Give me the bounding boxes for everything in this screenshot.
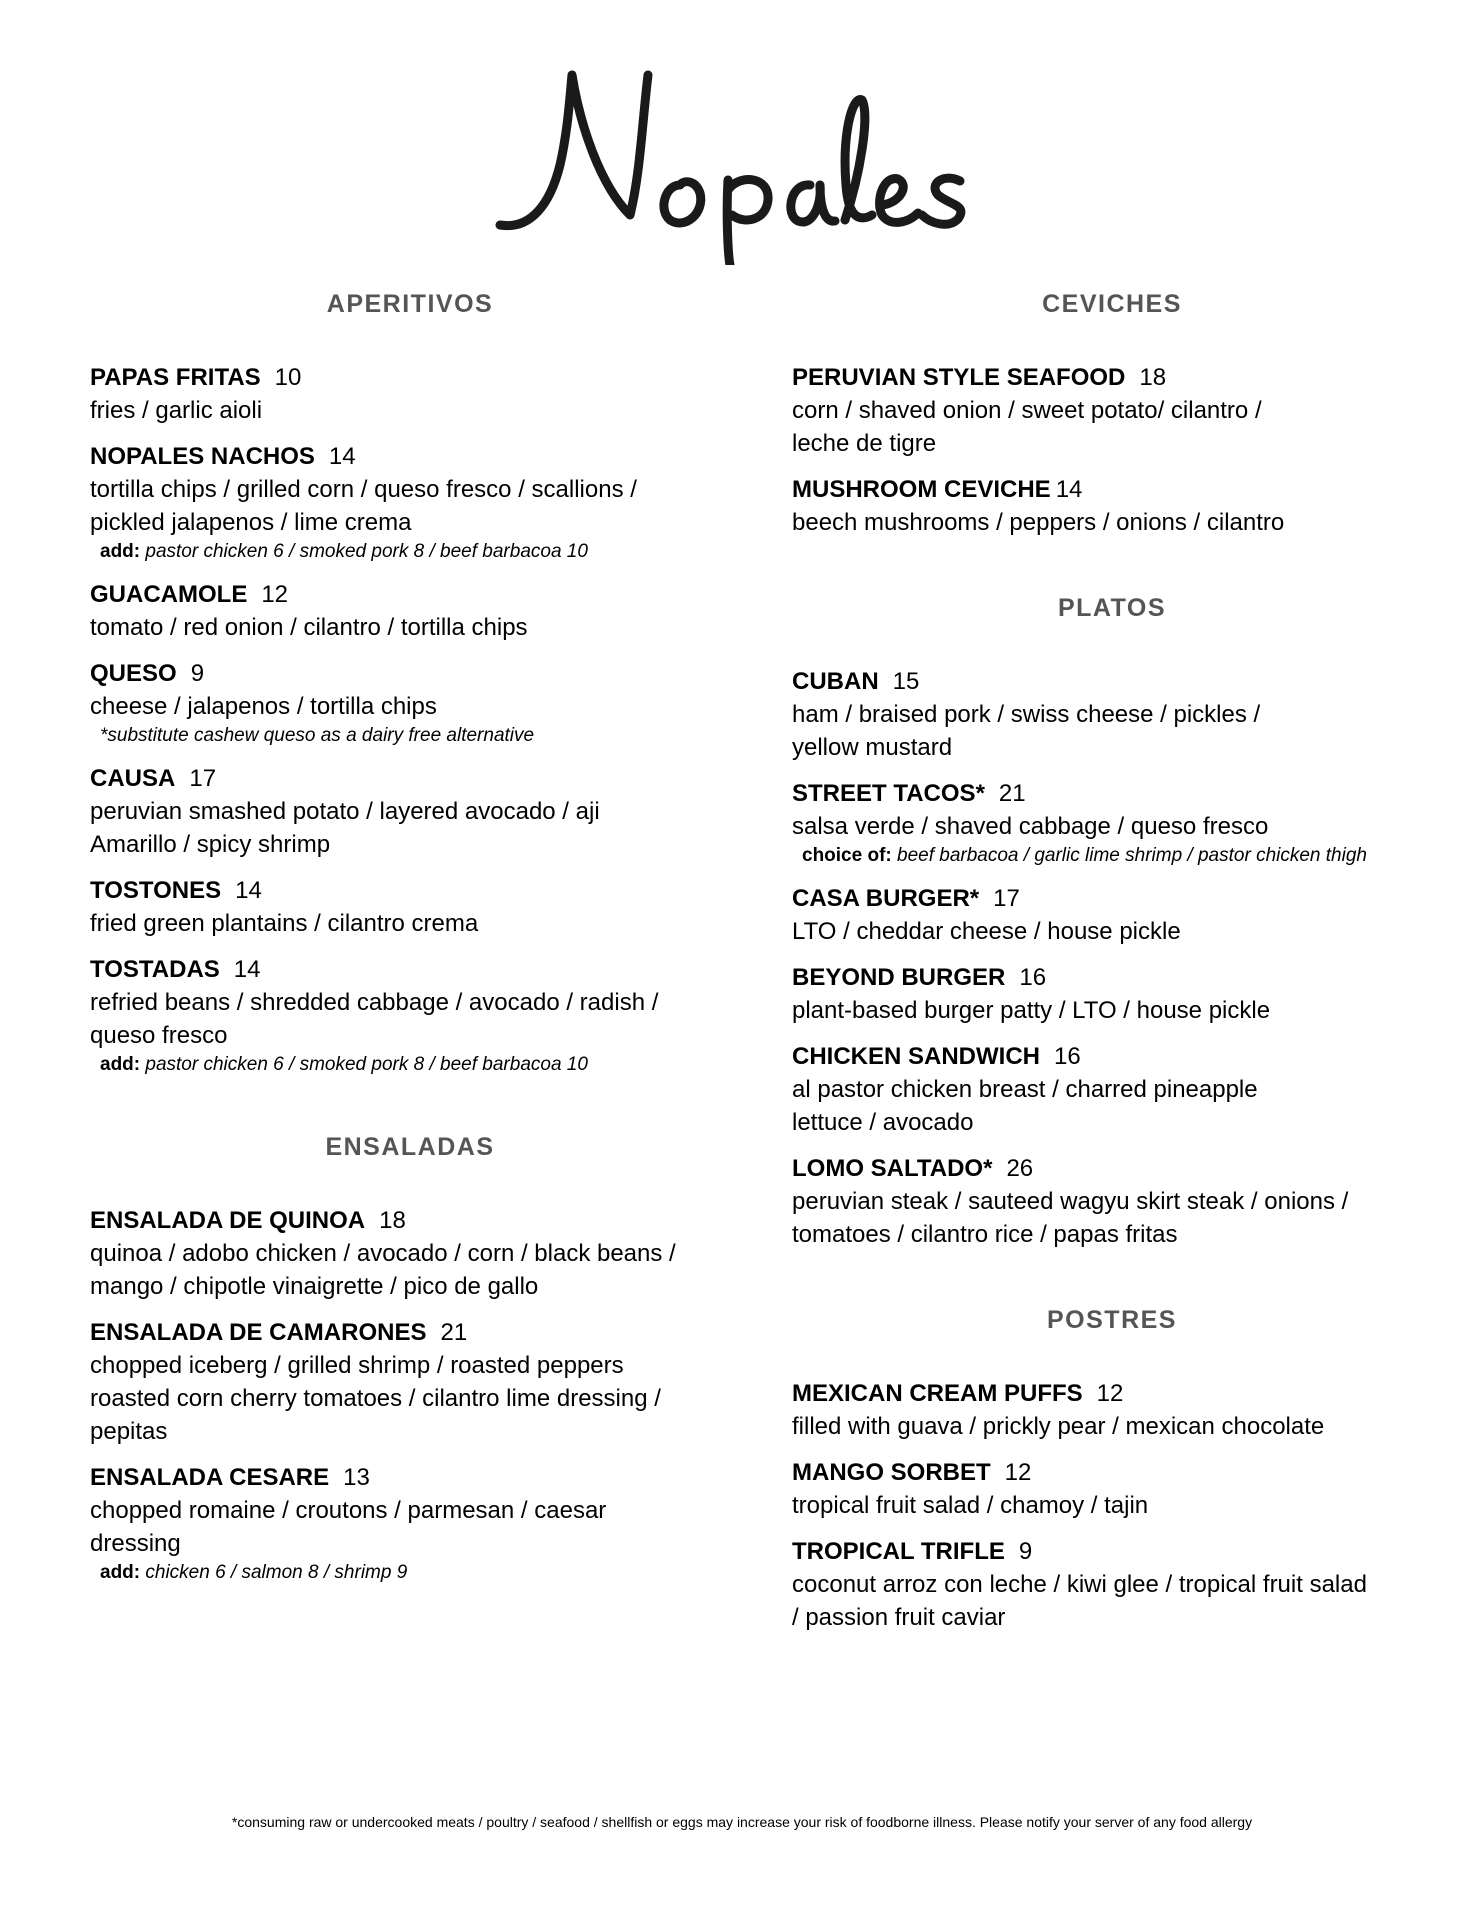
item-name: STREET TACOS* — [792, 780, 985, 807]
left-column — [90, 290, 730, 1641]
item-price: 17 — [189, 765, 217, 792]
item-name: CAUSA — [90, 765, 176, 792]
item-name: ENSALADA CESARE — [90, 1464, 330, 1491]
item-name: ENSALADA DE QUINOA — [90, 1207, 366, 1234]
item-price: 9 — [190, 660, 205, 687]
item-name: CUBAN — [792, 668, 879, 695]
item-note — [90, 539, 730, 565]
menu-item — [90, 762, 730, 861]
item-description: dressing — [90, 1530, 181, 1557]
item-name: MUSHROOM CEVICHE — [792, 476, 1051, 503]
item-description: lettuce / avocado — [792, 1109, 974, 1136]
note-label: add: — [100, 1562, 141, 1583]
menu-item — [90, 874, 730, 940]
section-ensaladas — [90, 1133, 730, 1586]
item-description: peruvian steak / sauteed wagyu skirt steak / onions / — [792, 1188, 1349, 1215]
menu-item — [792, 361, 1432, 460]
item-description: leche de tigre — [792, 430, 937, 457]
item-price: 16 — [1019, 964, 1047, 991]
item-description: peruvian smashed potato / layered avocado / aji — [90, 798, 600, 825]
item-price: 14 — [328, 443, 356, 470]
item-name: CHICKEN SANDWICH — [792, 1043, 1040, 1070]
section-ceviches — [792, 290, 1432, 539]
item-name: GUACAMOLE — [90, 581, 248, 608]
note-label: add: — [100, 541, 141, 562]
item-name: MEXICAN CREAM PUFFS — [792, 1380, 1083, 1407]
item-header — [90, 1461, 730, 1494]
item-price: 15 — [892, 668, 920, 695]
item-price: 10 — [274, 364, 302, 391]
item-description: filled with guava / prickly pear / mexican chocolate — [792, 1413, 1325, 1440]
menu-item — [792, 1377, 1432, 1443]
item-header — [792, 665, 1432, 698]
item-name: ENSALADA DE CAMARONES — [90, 1319, 427, 1346]
item-description: refried beans / shredded cabbage / avocado / radish / — [90, 989, 659, 1016]
item-header — [90, 657, 730, 690]
allergy-disclaimer: *consuming raw or undercooked meats / poultry / seafood / shellfish or eggs may increase your risk of foodborne illness. Please notify your server of any food allergy — [231, 1814, 1253, 1830]
section-postres — [792, 1306, 1432, 1634]
menu-item — [792, 1040, 1432, 1139]
note-text: chicken 6 / salmon 8 / shrimp 9 — [145, 1562, 408, 1583]
note-text: *substitute cashew queso as a dairy free alternative — [100, 725, 535, 746]
menu-item — [90, 953, 730, 1078]
item-header — [792, 1040, 1432, 1073]
item-description: tropical fruit salad / chamoy / tajin — [792, 1492, 1149, 1519]
restaurant-logo — [490, 55, 990, 265]
menu-items — [792, 665, 1432, 1251]
section-aperitivos — [90, 290, 730, 1078]
item-description: tomatoes / cilantro rice / papas fritas — [792, 1221, 1178, 1248]
section-platos — [792, 594, 1432, 1251]
item-header — [792, 777, 1432, 810]
item-header — [90, 1316, 730, 1349]
item-header — [792, 961, 1432, 994]
menu-item — [90, 1461, 730, 1586]
item-price: 12 — [1096, 1380, 1124, 1407]
item-description: Amarillo / spicy shrimp — [90, 831, 331, 858]
section-title: ENSALADAS — [325, 1133, 495, 1161]
menu-item — [792, 1152, 1432, 1251]
menu-item — [792, 1535, 1432, 1634]
menu-item — [90, 657, 730, 749]
note-text: pastor chicken 6 / smoked pork 8 / beef barbacoa 10 — [145, 541, 588, 562]
note-label: add: — [100, 1054, 141, 1075]
item-name: TOSTADAS — [90, 956, 220, 983]
item-price: 18 — [379, 1207, 406, 1234]
menu-items — [792, 361, 1432, 539]
item-header — [792, 1377, 1432, 1410]
item-description: salsa verde / shaved cabbage / queso fresco — [792, 813, 1269, 840]
menu-item — [792, 961, 1432, 1027]
item-price: 14 — [235, 877, 262, 904]
nopales-script-logo — [490, 55, 990, 265]
menu-item — [90, 1204, 730, 1303]
menu-item — [90, 1316, 730, 1448]
item-name: CASA BURGER* — [792, 885, 980, 912]
item-name: LOMO SALTADO* — [792, 1155, 993, 1182]
item-description: corn / shaved onion / sweet potato/ cilantro / — [792, 397, 1262, 424]
menu-item — [90, 361, 730, 427]
menu-item — [792, 473, 1432, 539]
item-name: PERUVIAN STYLE SEAFOOD — [792, 364, 1126, 391]
item-header — [90, 874, 730, 907]
item-name: PAPAS FRITAS — [90, 364, 261, 391]
item-description: beech mushrooms / peppers / onions / cilantro — [792, 509, 1285, 536]
item-name: NOPALES NACHOS — [90, 443, 315, 470]
item-header — [792, 1152, 1432, 1185]
item-name: QUESO — [90, 660, 177, 687]
item-description: fries / garlic aioli — [90, 397, 263, 424]
item-price: 17 — [993, 885, 1020, 912]
item-description: chopped romaine / croutons / parmesan / caesar — [90, 1497, 607, 1524]
item-price: 26 — [1006, 1155, 1034, 1182]
item-note — [792, 843, 1432, 869]
item-description: pickled jalapenos / lime crema — [90, 509, 412, 536]
item-description: tomato / red onion / cilantro / tortilla chips — [90, 614, 528, 641]
note-text: beef barbacoa / garlic lime shrimp / pastor chicken thigh — [897, 845, 1367, 866]
item-price: 18 — [1139, 364, 1167, 391]
item-price: 16 — [1054, 1043, 1081, 1070]
menu-item — [90, 440, 730, 565]
item-description: pepitas — [90, 1418, 168, 1445]
item-header — [90, 578, 730, 611]
item-price: 21 — [998, 780, 1026, 807]
menu-item — [90, 578, 730, 644]
section-title: PLATOS — [1057, 594, 1167, 622]
menu-items — [90, 361, 730, 1078]
item-name: TROPICAL TRIFLE — [792, 1538, 1005, 1565]
item-description: ham / braised pork / swiss cheese / pickles / — [792, 701, 1261, 728]
section-title: POSTRES — [1047, 1306, 1177, 1334]
item-description: plant-based burger patty / LTO / house pickle — [792, 997, 1271, 1024]
item-price: 21 — [440, 1319, 468, 1346]
item-header — [90, 1204, 730, 1237]
item-note — [90, 1052, 730, 1078]
item-description: tortilla chips / grilled corn / queso fresco / scallions / — [90, 476, 637, 503]
item-name: TOSTONES — [90, 877, 222, 904]
item-header — [90, 953, 730, 986]
item-description: fried green plantains / cilantro crema — [90, 910, 479, 937]
menu-item — [792, 665, 1432, 764]
item-description: chopped iceberg / grilled shrimp / roasted peppers — [90, 1352, 624, 1379]
item-name: BEYOND BURGER — [792, 964, 1006, 991]
item-price: 14 — [1055, 476, 1083, 503]
menu-item — [792, 777, 1432, 869]
item-price: 14 — [233, 956, 261, 983]
note-text: pastor chicken 6 / smoked pork 8 / beef barbacoa 10 — [145, 1054, 588, 1075]
item-note — [90, 723, 730, 749]
item-description: yellow mustard — [792, 734, 953, 761]
menu-items — [90, 1204, 730, 1586]
item-header — [90, 440, 730, 473]
menu-items — [792, 1377, 1432, 1634]
right-column — [792, 290, 1432, 1689]
section-title: APERITIVOS — [326, 290, 494, 318]
item-description: cheese / jalapenos / tortilla chips — [90, 693, 437, 720]
item-description: coconut arroz con leche / kiwi glee / tropical fruit salad — [792, 1571, 1367, 1598]
item-header — [792, 1535, 1432, 1568]
item-header — [792, 1456, 1432, 1489]
item-description: quinoa / adobo chicken / avocado / corn / black beans / — [90, 1240, 676, 1267]
item-price: 9 — [1018, 1538, 1033, 1565]
item-note — [90, 1560, 730, 1586]
item-header — [90, 361, 730, 394]
item-header — [792, 361, 1432, 394]
item-name: MANGO SORBET — [792, 1459, 991, 1486]
item-header — [90, 762, 730, 795]
menu-item — [792, 1456, 1432, 1522]
item-description: LTO / cheddar cheese / house pickle — [792, 918, 1181, 945]
menu-item — [792, 882, 1432, 948]
note-label: choice of: — [802, 845, 892, 866]
item-header — [792, 882, 1432, 915]
item-price: 13 — [343, 1464, 370, 1491]
item-description: mango / chipotle vinaigrette / pico de gallo — [90, 1273, 539, 1300]
section-title: CEVICHES — [1042, 290, 1182, 318]
item-description: queso fresco — [90, 1022, 228, 1049]
item-description: roasted corn cherry tomatoes / cilantro lime dressing / — [90, 1385, 661, 1412]
item-description: / passion fruit caviar — [792, 1604, 1006, 1631]
item-price: 12 — [1004, 1459, 1032, 1486]
item-price: 12 — [261, 581, 289, 608]
item-description: al pastor chicken breast / charred pineapple — [792, 1076, 1258, 1103]
item-header — [792, 473, 1432, 506]
